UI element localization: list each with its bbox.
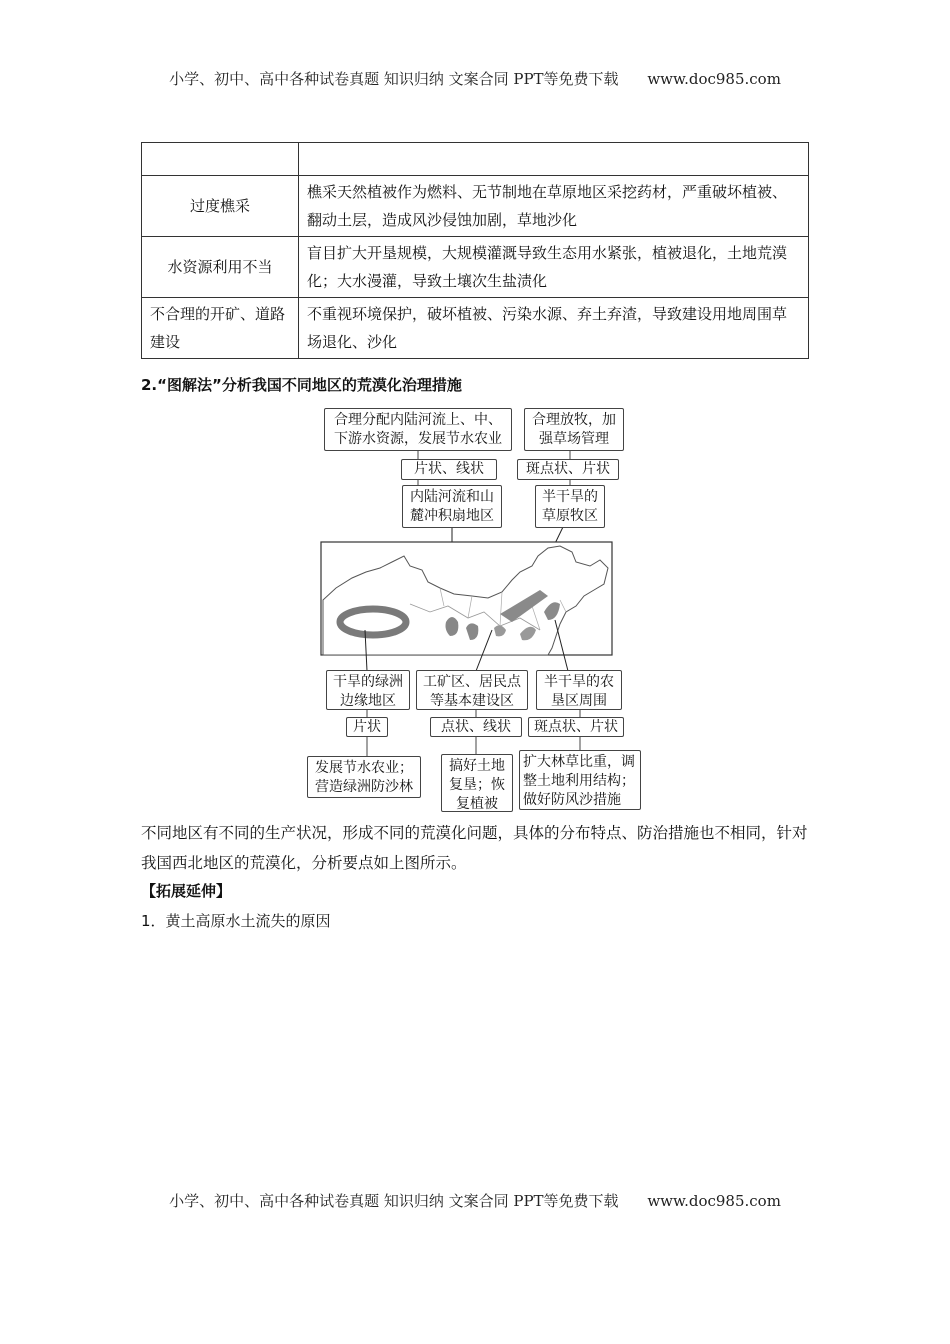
tarim-desert-ring	[340, 609, 406, 635]
cause-cell: 水资源利用不当	[142, 237, 299, 298]
causes-table	[141, 142, 809, 359]
desc-cell: 盲目扩大开垦规模，大规模灌溉导致生态用水紧张，植被退化，土地荒漠化；大水漫灌，导致土壤次生盐渍化	[299, 237, 809, 298]
table-row	[142, 298, 809, 359]
cause-cell: 过度樵采	[142, 176, 299, 237]
section-title: 2.“图解法”分析我国不同地区的荒漠化治理措施	[141, 376, 462, 394]
desert-patch	[544, 602, 560, 620]
measure-box-farmland: 扩大林草比重，调整土地利用结构；做好防风沙措施	[519, 750, 641, 810]
extension-item-1: 1．黄土高原水土流失的原因	[141, 912, 331, 930]
pointer-line	[555, 620, 568, 671]
desc-cell: 不重视环境保护，破坏植被、污染水源、弃土弃渣，导致建设用地周围草场退化、沙化	[299, 298, 809, 359]
desert-patch	[446, 617, 459, 636]
page-header	[0, 68, 950, 89]
pattern-tag: 点状、线状	[430, 717, 522, 737]
table-row	[142, 143, 809, 176]
table-row	[142, 176, 809, 237]
province-lines	[440, 588, 566, 630]
measure-box-oasis: 发展节水农业；营造绿洲防沙林	[307, 756, 421, 798]
extension-heading: 【拓展延伸】	[141, 882, 232, 900]
region-box-grassland: 半干旱的草原牧区	[535, 485, 605, 528]
map-frame	[321, 542, 612, 655]
summary-paragraph: 不同地区有不同的生产状况，形成不同的荒漠化问题，具体的分布特点、防治措施也不相同，针对我国西北地区的荒漠化，分析要点如上图所示。	[141, 824, 808, 872]
header-site-link[interactable]: www.doc985.com	[647, 70, 781, 88]
pattern-tag: 片状、线状	[401, 459, 497, 480]
table-row	[142, 237, 809, 298]
tarim-basin	[352, 616, 396, 628]
cause-cell	[142, 143, 299, 176]
cause-cell: 不合理的开矿、道路建设	[142, 298, 299, 359]
page-footer	[0, 1190, 950, 1211]
measure-box-grassland: 合理放牧，加强草场管理	[524, 408, 624, 451]
footer-text: 小学、初中、高中各种试卷真题 知识归纳 文案合同 PPT等免费下载	[169, 1192, 619, 1210]
pointer-line	[365, 630, 367, 671]
region-box-inland-rivers: 内陆河流和山麓冲积扇地区	[402, 485, 502, 528]
measure-box-construction: 搞好土地复垦；恢复植被	[441, 754, 513, 812]
desert-patch	[520, 627, 536, 640]
desert-patch	[466, 623, 478, 640]
header-text: 小学、初中、高中各种试卷真题 知识归纳 文案合同 PPT等免费下载	[169, 70, 619, 88]
region-box-construction: 工矿区、居民点等基本建设区	[416, 670, 528, 710]
pattern-tag: 片状	[346, 717, 388, 737]
province-lines	[410, 604, 540, 630]
desc-cell: 樵采天然植被作为燃料、无节制地在草原地区采挖药材，严重破坏植被、翻动土层，造成风沙侵蚀加剧，草地沙化	[299, 176, 809, 237]
region-box-farmland: 半干旱的农垦区周围	[536, 670, 622, 710]
desc-cell	[299, 143, 809, 176]
pattern-tag: 斑点状、片状	[528, 717, 624, 737]
pointer-line	[530, 527, 563, 595]
measure-box-inland-rivers: 合理分配内陆河流上、中、下游水资源，发展节水农业	[324, 408, 512, 451]
china-outline	[323, 546, 608, 655]
pointer-line	[476, 630, 492, 671]
pattern-tag: 斑点状、片状	[517, 459, 619, 480]
footer-site-link[interactable]: www.doc985.com	[647, 1192, 781, 1210]
desert-belt	[500, 590, 548, 622]
region-box-oasis: 干旱的绿洲边缘地区	[326, 670, 410, 710]
desert-patch	[494, 625, 506, 636]
